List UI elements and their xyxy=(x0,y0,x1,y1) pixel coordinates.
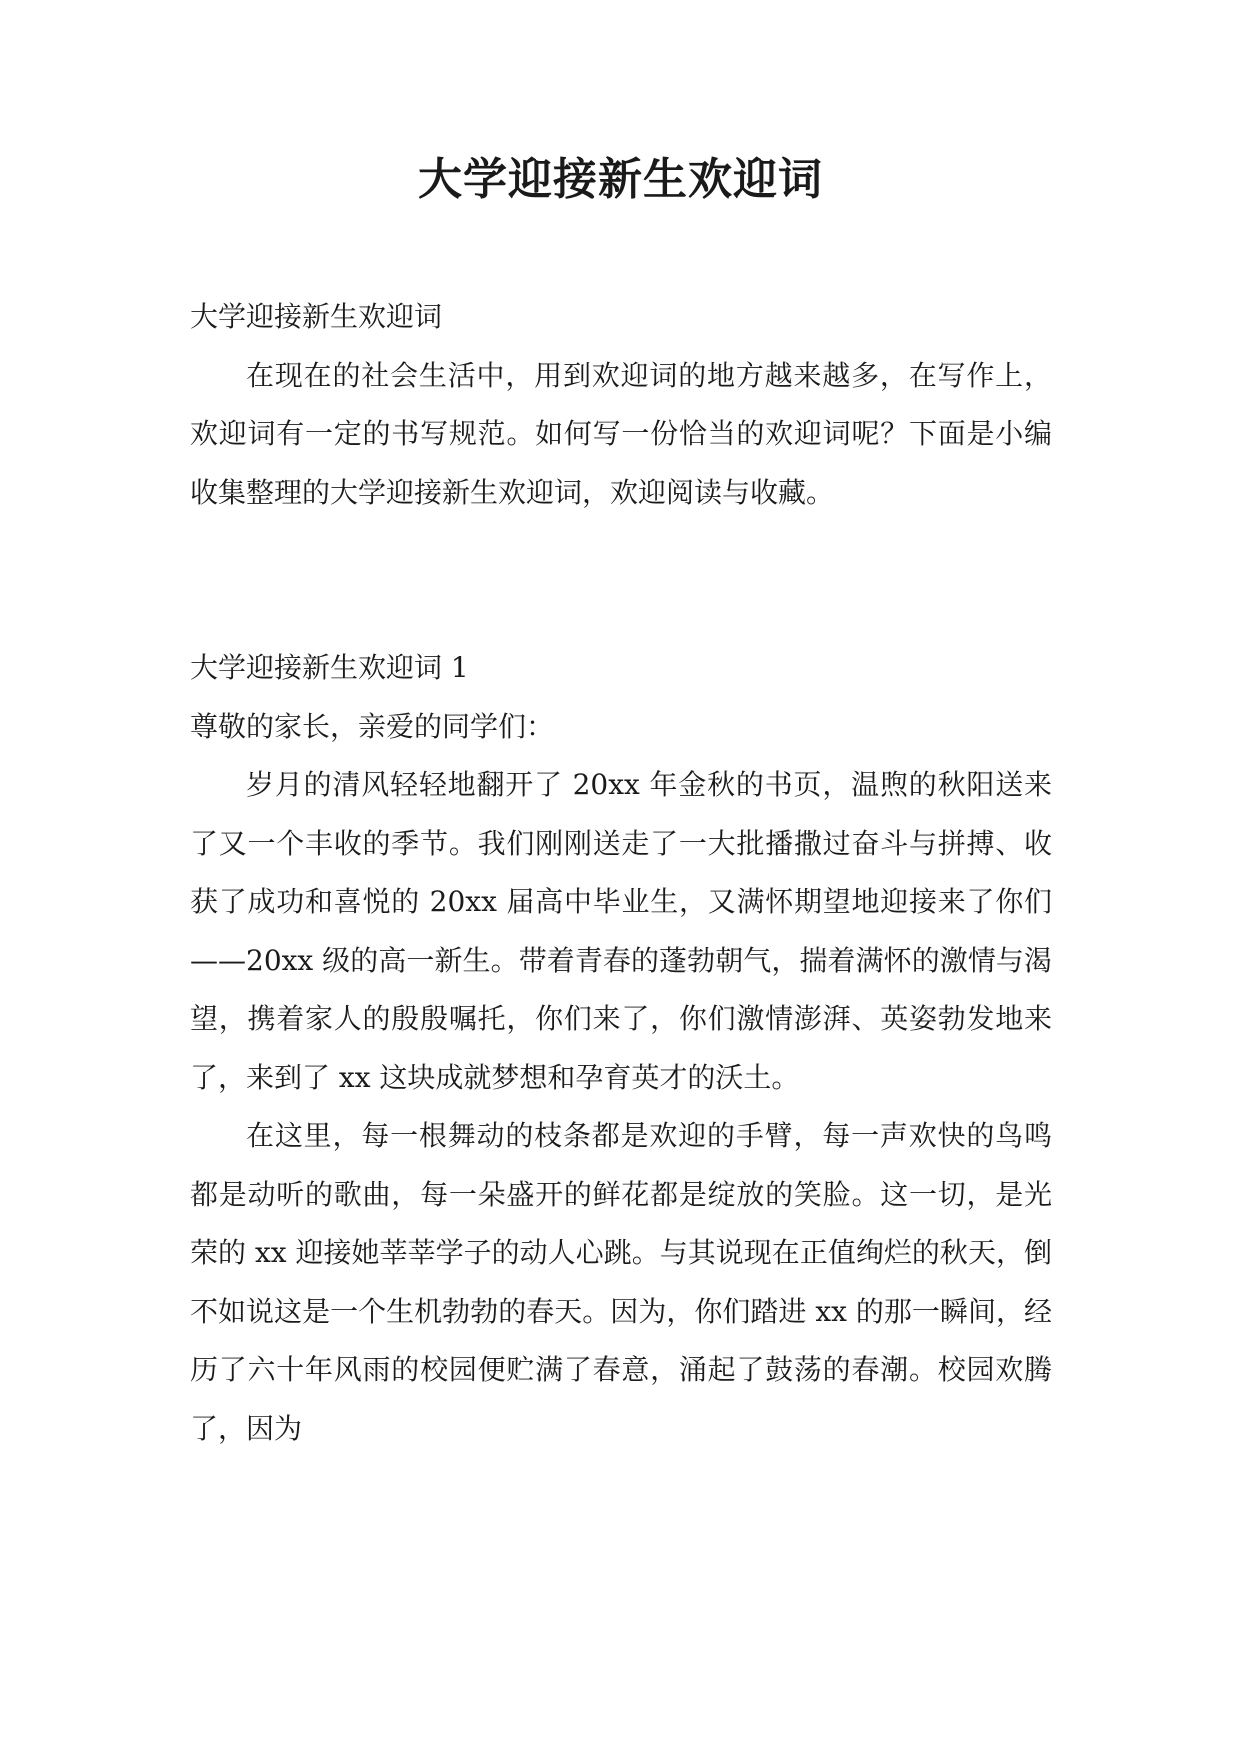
document-title: 大学迎接新生欢迎词 xyxy=(418,154,823,205)
salutation: 尊敬的家长，亲爱的同学们： xyxy=(190,709,555,743)
document-subtitle: 大学迎接新生欢迎词 xyxy=(190,300,443,333)
section-heading: 大学迎接新生欢迎词 1 xyxy=(190,651,469,684)
section-spacer xyxy=(190,522,1052,639)
body-paragraph: 岁月的清风轻轻地翻开了 20xx 年金秋的书页，温煦的秋阳送来了又一个丰收的季节。我们刚刚送走了一大批播撒过奋斗与拼搏、收获了成功和喜悦的 20xx 届高中毕业生，又满怀期望地迎接来了你们——20xx 级的高一新生。带着青春的蓬勃朝气，揣着满怀的激情与渴望，携着家人的殷殷嘱托，你们来了，你们激情澎湃、英姿勃发地来了，来到了 xx 这块成就梦想和孕育英才的沃土。 xyxy=(190,768,1052,1094)
intro-paragraph: 在现在的社会生活中，用到欢迎词的地方越来越多，在写作上，欢迎词有一定的书写规范。如何写一份恰当的欢迎词呢？下面是小编收集整理的大学迎接新生欢迎词，欢迎阅读与收藏。 xyxy=(190,358,1052,509)
document-body xyxy=(190,288,1052,1458)
body-paragraph: 在这里，每一根舞动的枝条都是欢迎的手臂，每一声欢快的鸟鸣都是动听的歌曲，每一朵盛开的鲜花都是绽放的笑脸。这一切，是光荣的 xx 迎接她莘莘学子的动人心跳。与其说现在正值绚烂的秋天，倒不如说这是一个生机勃勃的春天。因为，你们踏进 xx 的那一瞬间，经历了六十年风雨的校园便贮满了春意，涌起了鼓荡的春潮。校园欢腾了，因为 xyxy=(190,1119,1052,1445)
